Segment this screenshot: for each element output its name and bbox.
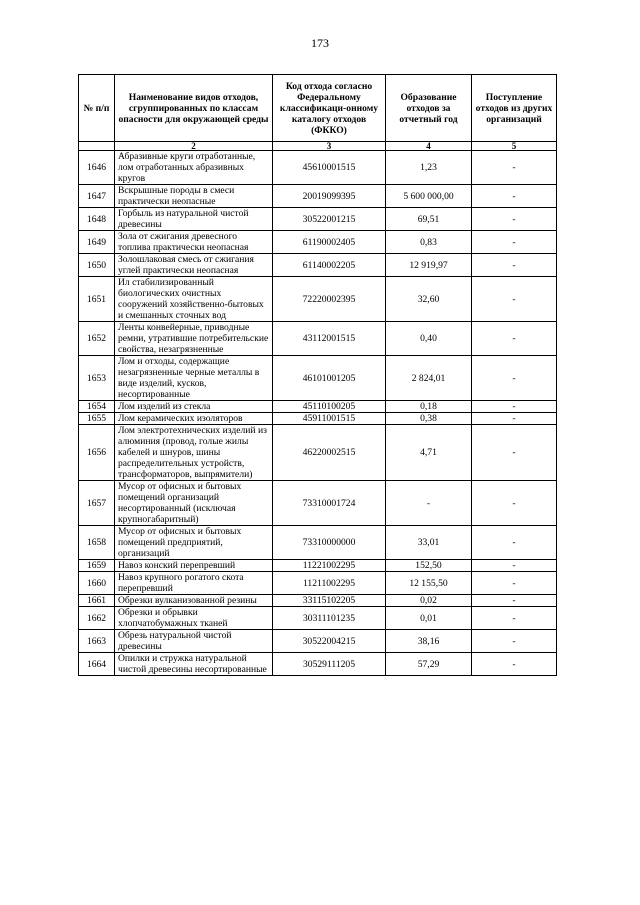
col-number-1: [79, 142, 115, 151]
row-waste-name: Навоз конский перепревший: [115, 560, 273, 572]
row-received-amount: -: [472, 630, 557, 653]
row-received-amount: -: [472, 607, 557, 630]
row-received-amount: -: [472, 277, 557, 322]
row-fkko-code: 30529111205: [273, 653, 386, 676]
row-number: 1647: [79, 185, 115, 208]
header-number: № п/п: [79, 75, 115, 142]
table-row: [79, 151, 557, 185]
row-number: 1654: [79, 401, 115, 413]
table-row: [79, 208, 557, 231]
row-number: 1649: [79, 231, 115, 254]
row-number: 1663: [79, 630, 115, 653]
row-fkko-code: 11211002295: [273, 572, 386, 595]
row-number: 1652: [79, 322, 115, 356]
row-waste-name: Навоз крупного рогатого скота перепревший: [115, 572, 273, 595]
row-formed-amount: 5 600 000,00: [386, 185, 472, 208]
col-number-4: 4: [386, 142, 472, 151]
row-fkko-code: 73310000000: [273, 526, 386, 560]
table-row: [79, 595, 557, 607]
row-number: 1648: [79, 208, 115, 231]
row-waste-name: Золошлаковая смесь от сжигания углей практически неопасная: [115, 254, 273, 277]
row-fkko-code: 30522001215: [273, 208, 386, 231]
table-row: [79, 322, 557, 356]
row-formed-amount: 0,83: [386, 231, 472, 254]
header-code: Код отхода согласно Федеральному классификаци-онному каталогу отходов (ФККО): [273, 75, 386, 142]
row-formed-amount: 4,71: [386, 425, 472, 481]
row-number: 1660: [79, 572, 115, 595]
row-formed-amount: 152,50: [386, 560, 472, 572]
table-row: [79, 630, 557, 653]
row-formed-amount: 38,16: [386, 630, 472, 653]
row-received-amount: -: [472, 322, 557, 356]
row-fkko-code: 46220002515: [273, 425, 386, 481]
row-fkko-code: 33115102205: [273, 595, 386, 607]
row-number: 1658: [79, 526, 115, 560]
row-waste-name: Ил стабилизированный биологических очистных сооружений хозяйственно-бытовых и смешанных сточных вод: [115, 277, 273, 322]
row-fkko-code: 11221002295: [273, 560, 386, 572]
row-number: 1664: [79, 653, 115, 676]
row-waste-name: Абразивные круги отработанные, лом отработанных абразивных кругов: [115, 151, 273, 185]
col-number-5: 5: [472, 142, 557, 151]
row-formed-amount: 69,51: [386, 208, 472, 231]
row-fkko-code: 73310001724: [273, 481, 386, 526]
row-fkko-code: 43112001515: [273, 322, 386, 356]
row-received-amount: -: [472, 481, 557, 526]
row-waste-name: Ленты конвейерные, приводные ремни, утратившие потребительские свойства, незагрязненные: [115, 322, 273, 356]
table-row: [79, 231, 557, 254]
row-formed-amount: 12 919,97: [386, 254, 472, 277]
waste-table: [78, 74, 557, 676]
row-received-amount: -: [472, 572, 557, 595]
row-formed-amount: 0,18: [386, 401, 472, 413]
page-number: 173: [311, 36, 329, 50]
header-received: Поступление отходов из других организаций: [472, 75, 557, 142]
row-fkko-code: 30311101235: [273, 607, 386, 630]
row-formed-amount: 1,23: [386, 151, 472, 185]
row-formed-amount: 0,38: [386, 413, 472, 425]
row-number: 1662: [79, 607, 115, 630]
row-received-amount: -: [472, 208, 557, 231]
table-row: [79, 356, 557, 401]
row-number: 1657: [79, 481, 115, 526]
row-waste-name: Лом электротехнических изделий из алюминия (провод, голые жилы кабелей и шнуров, шины распределительных устройств, трансформаторов, выпрямители): [115, 425, 273, 481]
table-row: [79, 254, 557, 277]
row-waste-name: Вскрышные породы в смеси практически неопасные: [115, 185, 273, 208]
row-formed-amount: 12 155,50: [386, 572, 472, 595]
row-received-amount: -: [472, 356, 557, 401]
table-row: [79, 572, 557, 595]
row-waste-name: Лом и отходы, содержащие незагрязненные черные металлы в виде изделий, кусков, несортированные: [115, 356, 273, 401]
row-fkko-code: 46101001205: [273, 356, 386, 401]
row-waste-name: Обрезь натуральной чистой древесины: [115, 630, 273, 653]
row-waste-name: Обрезки и обрывки хлопчатобумажных тканей: [115, 607, 273, 630]
row-waste-name: Обрезки вулканизованной резины: [115, 595, 273, 607]
row-waste-name: Мусор от офисных и бытовых помещений предприятий, организаций: [115, 526, 273, 560]
table-row: [79, 277, 557, 322]
table-header-row: [79, 75, 557, 142]
row-formed-amount: 57,29: [386, 653, 472, 676]
table-row: [79, 425, 557, 481]
row-received-amount: -: [472, 254, 557, 277]
row-fkko-code: 30522004215: [273, 630, 386, 653]
row-number: 1655: [79, 413, 115, 425]
row-waste-name: Лом керамических изоляторов: [115, 413, 273, 425]
row-received-amount: -: [472, 231, 557, 254]
header-name: Наименование видов отходов, сгруппированных по классам опасности для окружающей среды: [115, 75, 273, 142]
row-received-amount: -: [472, 526, 557, 560]
row-formed-amount: 33,01: [386, 526, 472, 560]
row-number: 1646: [79, 151, 115, 185]
table-row: [79, 560, 557, 572]
table-row: [79, 413, 557, 425]
row-fkko-code: 20019099395: [273, 185, 386, 208]
col-number-2: 2: [115, 142, 273, 151]
row-number: 1661: [79, 595, 115, 607]
table-row: [79, 481, 557, 526]
row-formed-amount: 2 824,01: [386, 356, 472, 401]
row-waste-name: Лом изделий из стекла: [115, 401, 273, 413]
row-number: 1653: [79, 356, 115, 401]
row-received-amount: -: [472, 185, 557, 208]
row-number: 1651: [79, 277, 115, 322]
table-row: [79, 607, 557, 630]
row-received-amount: -: [472, 653, 557, 676]
row-waste-name: Опилки и стружка натуральной чистой древесины несортированные: [115, 653, 273, 676]
row-received-amount: -: [472, 401, 557, 413]
col-number-3: 3: [273, 142, 386, 151]
header-formed: Образование отходов за отчетный год: [386, 75, 472, 142]
row-fkko-code: 61190002405: [273, 231, 386, 254]
row-fkko-code: 45610001515: [273, 151, 386, 185]
table-row: [79, 401, 557, 413]
row-number: 1659: [79, 560, 115, 572]
table-row: [79, 185, 557, 208]
row-received-amount: -: [472, 560, 557, 572]
row-formed-amount: 32,60: [386, 277, 472, 322]
row-waste-name: Горбыль из натуральной чистой древесины: [115, 208, 273, 231]
table-row: [79, 653, 557, 676]
row-number: 1656: [79, 425, 115, 481]
row-formed-amount: 0,40: [386, 322, 472, 356]
row-formed-amount: 0,01: [386, 607, 472, 630]
row-fkko-code: 45110100205: [273, 401, 386, 413]
row-received-amount: -: [472, 413, 557, 425]
row-formed-amount: -: [386, 481, 472, 526]
row-formed-amount: 0,02: [386, 595, 472, 607]
row-received-amount: -: [472, 151, 557, 185]
row-fkko-code: 61140002205: [273, 254, 386, 277]
row-fkko-code: 45911001515: [273, 413, 386, 425]
row-received-amount: -: [472, 595, 557, 607]
row-received-amount: -: [472, 425, 557, 481]
row-number: 1650: [79, 254, 115, 277]
row-waste-name: Мусор от офисных и бытовых помещений организаций несортированный (исключая крупногабаритный): [115, 481, 273, 526]
table-row: [79, 526, 557, 560]
row-fkko-code: 72220002395: [273, 277, 386, 322]
column-number-row: [79, 142, 557, 151]
row-waste-name: Зола от сжигания древесного топлива практически неопасная: [115, 231, 273, 254]
